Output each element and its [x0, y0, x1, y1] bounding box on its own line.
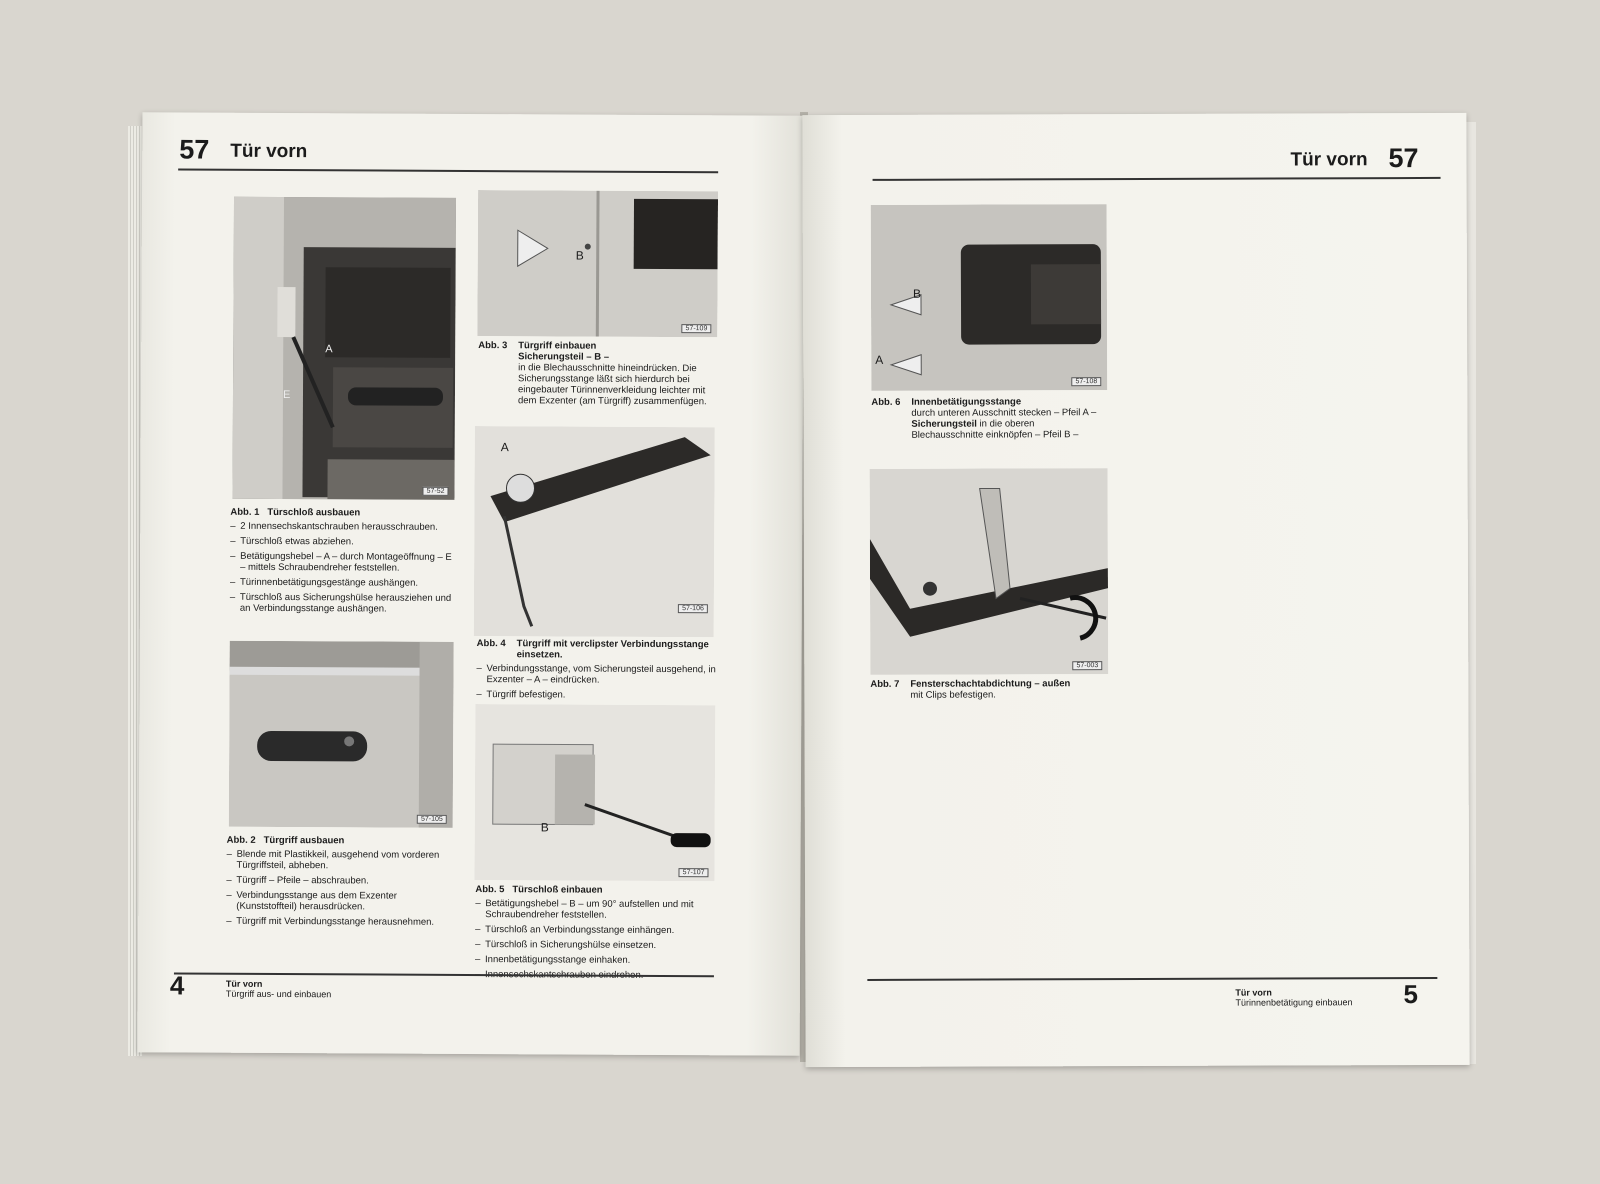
- step: – Verbindungsstange, vom Sicherungsteil ausgehend, in Exzenter – A – eindrücken.: [476, 663, 716, 686]
- page-footer: [1235, 987, 1352, 1007]
- figure-tag: 57-003: [1072, 661, 1102, 670]
- abb-label: Abb.: [230, 506, 252, 518]
- callout-a-label: A: [325, 343, 333, 356]
- step: – Türgriff befestigen.: [476, 689, 716, 701]
- header-rule: [873, 177, 1441, 180]
- figure-tag: 57-107: [679, 868, 709, 877]
- abb-number: 6: [895, 396, 901, 408]
- step: – Türgriff mit Verbindungsstange herausnehmen.: [226, 916, 448, 928]
- abb-number: 1: [254, 506, 260, 518]
- step: – Türinnenbetätigungsgestänge aushängen.: [230, 577, 458, 589]
- callout-b-label: B: [912, 286, 922, 301]
- figure-tag: 57-108: [1071, 377, 1101, 386]
- step: – Türschloß in Sicherungshülse einsetzen.: [475, 939, 715, 951]
- step: – Türschloß etwas abziehen.: [230, 536, 458, 548]
- callout-a-label: A: [500, 440, 509, 455]
- figure-5-photo: [474, 704, 715, 881]
- figure-4-photo: [474, 426, 715, 637]
- chapter-number: 57: [1388, 143, 1419, 174]
- abb-number: 5: [499, 884, 505, 896]
- figure-title: Türschloß einbauen: [512, 884, 603, 896]
- step: – Innenbetätigungsstange einhaken.: [475, 954, 715, 966]
- figure-title: Türschloß ausbauen: [267, 506, 361, 519]
- page-number: 4: [169, 970, 185, 1001]
- figure-6-photo: [871, 204, 1108, 391]
- abb-label: Abb.: [870, 678, 892, 690]
- figure-tag: 57-109: [682, 324, 712, 333]
- figure-4-caption: [476, 638, 716, 705]
- callout-e-label: E: [282, 389, 291, 402]
- figure-3-caption: [478, 340, 718, 407]
- abb-label: Abb.: [476, 638, 498, 650]
- figure-line-2: in die oberen: [976, 418, 1035, 430]
- figure-line-3: Blechausschnitte einknöpfen – Pfeil B –: [911, 429, 1079, 441]
- abb-label: Abb.: [475, 884, 497, 896]
- footer-line-1: Tür vorn: [1235, 987, 1272, 998]
- page-number: 5: [1403, 979, 1418, 1010]
- header-rule: [178, 168, 718, 172]
- figure-7-caption: [870, 678, 1140, 701]
- abb-label: Abb.: [226, 834, 248, 846]
- figure-line-1: durch unteren Ausschnitt stecken – Pfeil A –: [911, 407, 1097, 419]
- figure-title: Türgriff ausbauen: [263, 834, 345, 847]
- abb-label: Abb.: [478, 340, 500, 352]
- figure-6-caption: [871, 396, 1141, 441]
- right-page: [802, 113, 1469, 1067]
- footer-line-2: Türinnenbetätigung einbauen: [1235, 997, 1353, 1008]
- step: – Türschloß aus Sicherungshülse herausziehen und an Verbindungsstange aushängen.: [230, 592, 458, 615]
- figure-title: Fensterschachtabdichtung – außen: [910, 678, 1071, 690]
- footer-line-1: Tür vorn: [225, 978, 263, 989]
- footer-rule: [867, 977, 1437, 980]
- abb-number: 3: [501, 340, 508, 352]
- step: – 2 Innensechskantschrauben herausschrauben.: [230, 521, 458, 533]
- figure-tag: 57-105: [417, 815, 447, 824]
- figure-subtitle: Sicherungsteil – B –: [518, 351, 610, 363]
- figure-7-photo: [870, 468, 1109, 675]
- chapter-title: Tür vorn: [1290, 149, 1368, 171]
- figure-title: Türgriff einbauen: [518, 340, 597, 352]
- figure-line-1: mit Clips befestigen.: [910, 689, 996, 701]
- callout-b-label: B: [540, 820, 549, 835]
- footer-line-2: Türgriff aus- und einbauen: [225, 988, 332, 1000]
- figure-tag: 57-52: [423, 487, 449, 496]
- abb-number: 7: [894, 678, 900, 690]
- step: – Türgriff – Pfeile – abschrauben.: [226, 875, 448, 887]
- abb-label: Abb.: [871, 396, 893, 408]
- step: – Betätigungshebel – B – um 90° aufstellen und mit Schraubendreher feststellen.: [475, 898, 715, 921]
- figure-bold-term: Sicherungsteil: [911, 418, 977, 430]
- left-page: [138, 112, 805, 1055]
- abb-number: 4: [500, 638, 506, 650]
- page-footer: [226, 979, 332, 1000]
- figure-title: Innenbetätigungsstange: [911, 396, 1022, 408]
- abb-number: 2: [250, 834, 256, 846]
- chapter-title: Tür vorn: [230, 140, 308, 163]
- figure-2-caption: [226, 835, 448, 932]
- figure-tag: 57-106: [678, 604, 708, 613]
- figure-3-photo: [477, 190, 718, 337]
- figure-1-photo: [232, 197, 456, 500]
- figure-body: in die Blechausschnitte hineindrücken. Die Sicherungsstange läßt sich hierdurch bei eingebauter Türinnenverkleidung leichter mit dem Exzenter (am Türgriff) zusammenfügen.: [517, 362, 707, 408]
- chapter-number: 57: [179, 134, 210, 165]
- figure-2-photo: [229, 641, 454, 828]
- figure-5-caption: [475, 884, 716, 985]
- figure-1-caption: [230, 507, 459, 619]
- step: – Betätigungshebel – A – durch Montageöffnung – E – mittels Schraubendreher feststellen.: [230, 551, 458, 574]
- step: – Verbindungsstange aus dem Exzenter (Kunststoffteil) herausdrücken.: [226, 890, 448, 913]
- figure-title: Türgriff mit verclipster Verbindungsstange einsetzen.: [516, 638, 709, 661]
- callout-b-label: B: [575, 248, 584, 263]
- step: – Türschloß an Verbindungsstange einhängen.: [475, 924, 715, 936]
- step: – Blende mit Plastikkeil, ausgehend vom vorderen Türgriffsteil, abheben.: [226, 849, 448, 872]
- callout-a-label: A: [875, 352, 884, 367]
